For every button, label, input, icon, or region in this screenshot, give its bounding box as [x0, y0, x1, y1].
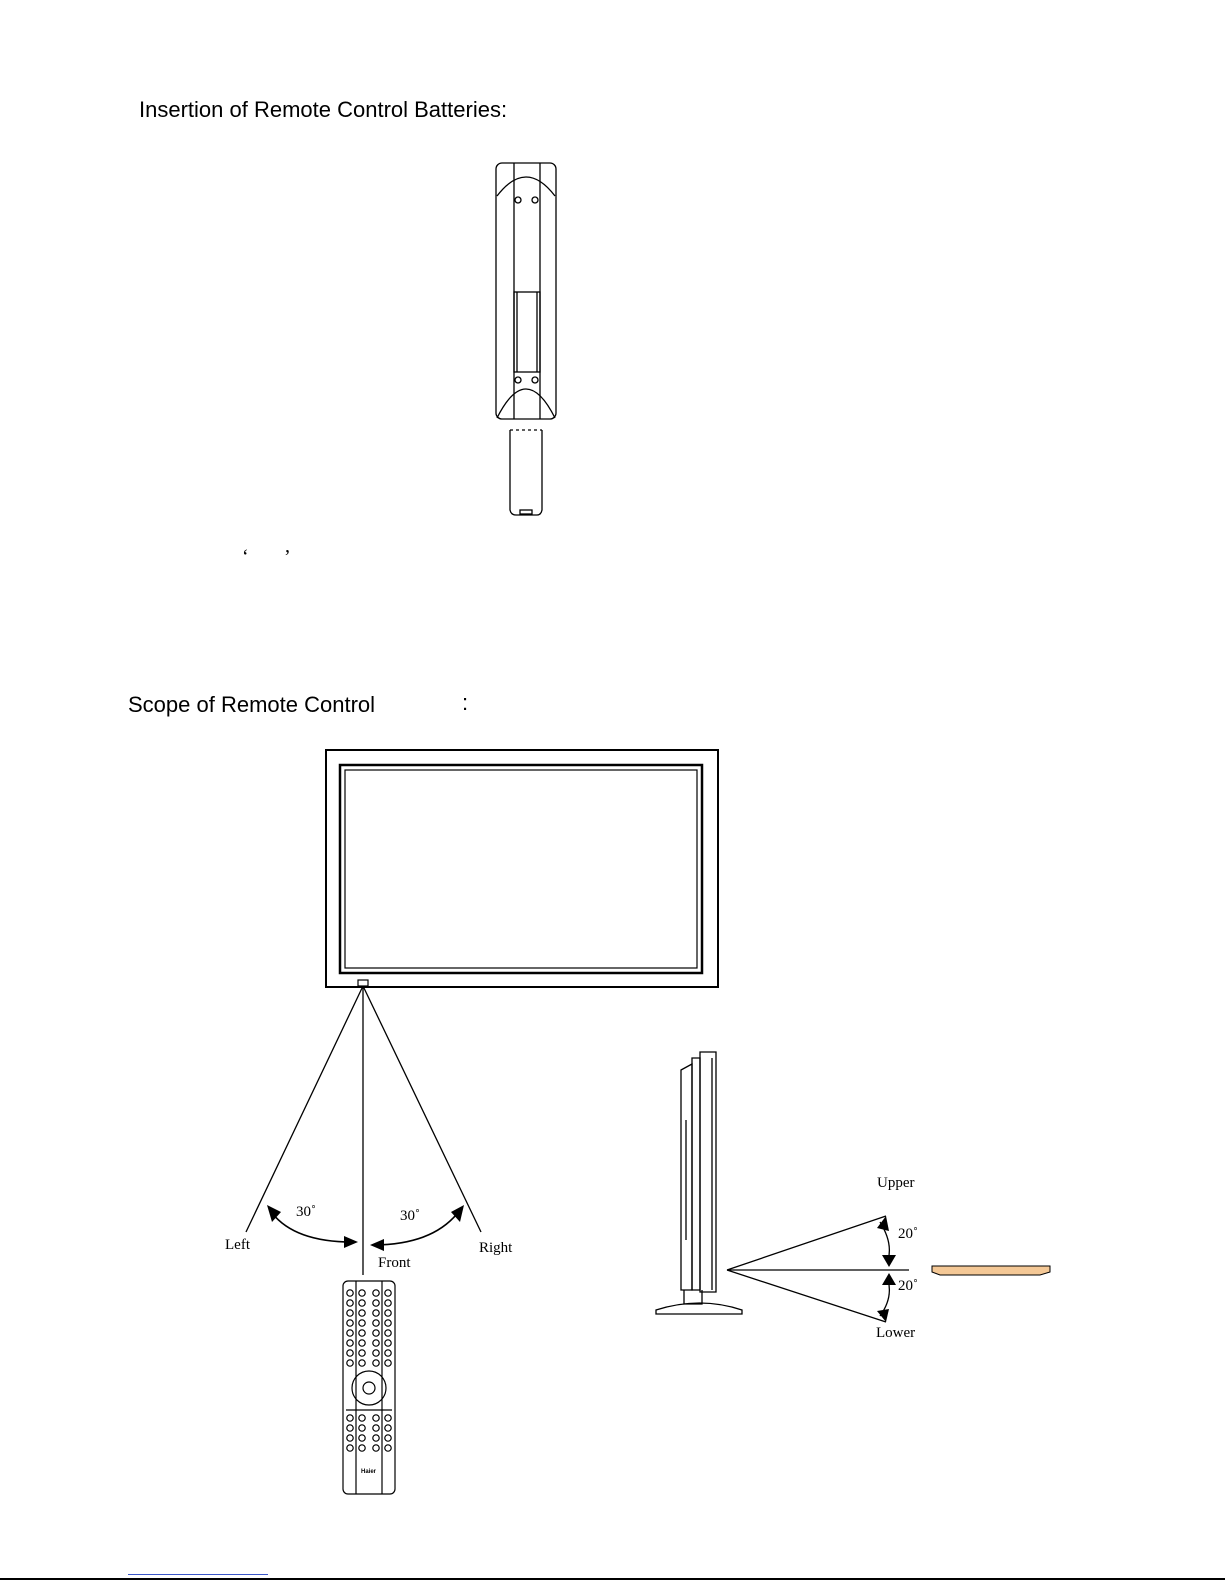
front-label: Front — [378, 1255, 411, 1271]
open-quote: ‘ — [242, 546, 249, 568]
left-label: Left — [225, 1237, 250, 1253]
upper-label: Upper — [877, 1175, 915, 1191]
lower-angle-label: 20˚ — [898, 1278, 918, 1294]
scope-section-heading: Scope of Remote Control — [128, 692, 376, 717]
footer-rule — [0, 1578, 1225, 1580]
close-quote: ’ — [284, 546, 291, 568]
lower-label: Lower — [876, 1325, 916, 1341]
left-angle-label: 30˚ — [296, 1204, 316, 1220]
upper-angle-label: 20˚ — [898, 1226, 918, 1242]
remote-side-view — [932, 1266, 1050, 1275]
right-angle-label: 30˚ — [400, 1208, 420, 1224]
right-label: Right — [479, 1240, 513, 1256]
battery-section-heading: Insertion of Remote Control Batteries: — [139, 97, 508, 122]
remote-brand-label: Haier — [361, 1469, 377, 1475]
footer-link-underline — [128, 1574, 268, 1575]
scope-colon: : — [462, 690, 469, 715]
